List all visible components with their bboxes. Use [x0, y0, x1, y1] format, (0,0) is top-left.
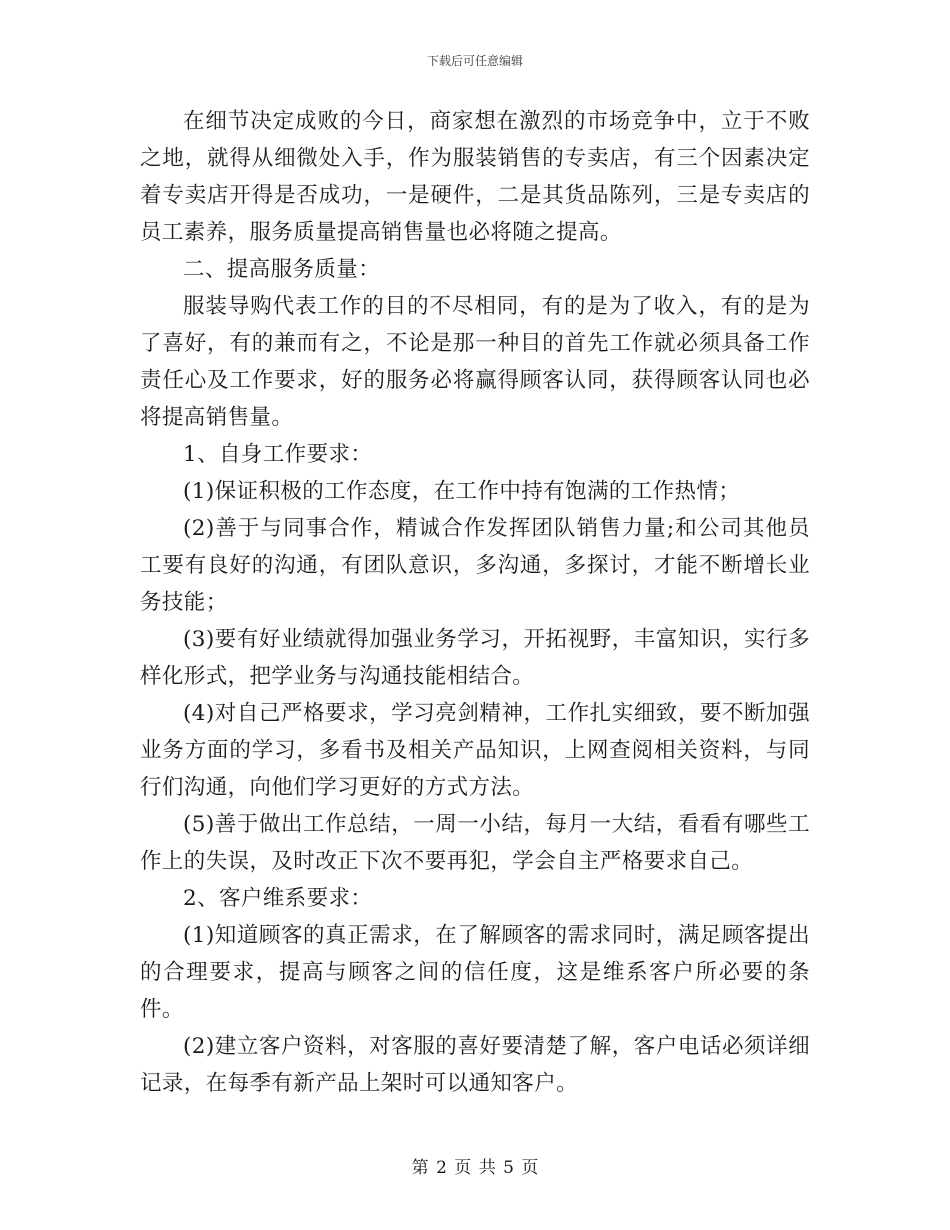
- document-body: [140, 103, 810, 1102]
- subheading-customer-requirements: 2、客户维系要求：: [183, 886, 373, 911]
- section-heading-service-quality: 二、提高服务质量：: [183, 257, 381, 282]
- paragraph-intro: 在细节决定成败的今日，商家想在激烈的市场竞争中，立于不败之地，就得从细微处入手，作为服装销售的专卖店，有三个因素决定着专卖店开得是否成功，一是硬件，二是其货品陈列，三是专卖店的员工素养，服务质量提高销售量也必将随之提高。: [140, 109, 810, 245]
- list-item-customer-1: (1)知道顾客的真正需求，在了解顾客的需求同时，满足顾客提出的合理要求，提高与顾客之间的信任度，这是维系客户所必要的条件。: [140, 923, 810, 1022]
- list-item-self-2: (2)善于与同事合作，精诚合作发挥团队销售力量;和公司其他员工要有良好的沟通，有团队意识，多沟通，多探讨，才能不断增长业务技能；: [140, 516, 810, 615]
- list-item-self-1: (1)保证积极的工作态度，在工作中持有饱满的工作热情；: [183, 479, 741, 504]
- paragraph-service-purpose: 服装导购代表工作的目的不尽相同，有的是为了收入，有的是为了喜好，有的兼而有之，不论是那一种目的首先工作就必须具备工作责任心及工作要求，好的服务必将赢得顾客认同，获得顾客认同也必将提高销售量。: [140, 294, 810, 430]
- page-number-footer: 第 2 页 共 5 页: [411, 1158, 539, 1178]
- list-item-self-4: (4)对自己严格要求，学习亮剑精神，工作扎实细致，要不断加强业务方面的学习，多看书及相关产品知识，上网查阅相关资料，与同行们沟通，向他们学习更好的方式方法。: [140, 701, 810, 800]
- subheading-self-requirements: 1、自身工作要求：: [183, 442, 373, 467]
- list-item-self-5: (5)善于做出工作总结，一周一小结，每月一大结，看看有哪些工作上的失误，及时改正下次不要再犯，学会自主严格要求自己。: [140, 812, 810, 874]
- page-header: 下载后可任意编辑: [426, 54, 523, 68]
- list-item-self-3: (3)要有好业绩就得加强业务学习，开拓视野，丰富知识，实行多样化形式，把学业务与沟通技能相结合。: [140, 627, 810, 689]
- list-item-customer-2: (2)建立客户资料，对客服的喜好要清楚了解，客户电话必须详细记录，在每季有新产品上架时可以通知客户。: [140, 1034, 810, 1096]
